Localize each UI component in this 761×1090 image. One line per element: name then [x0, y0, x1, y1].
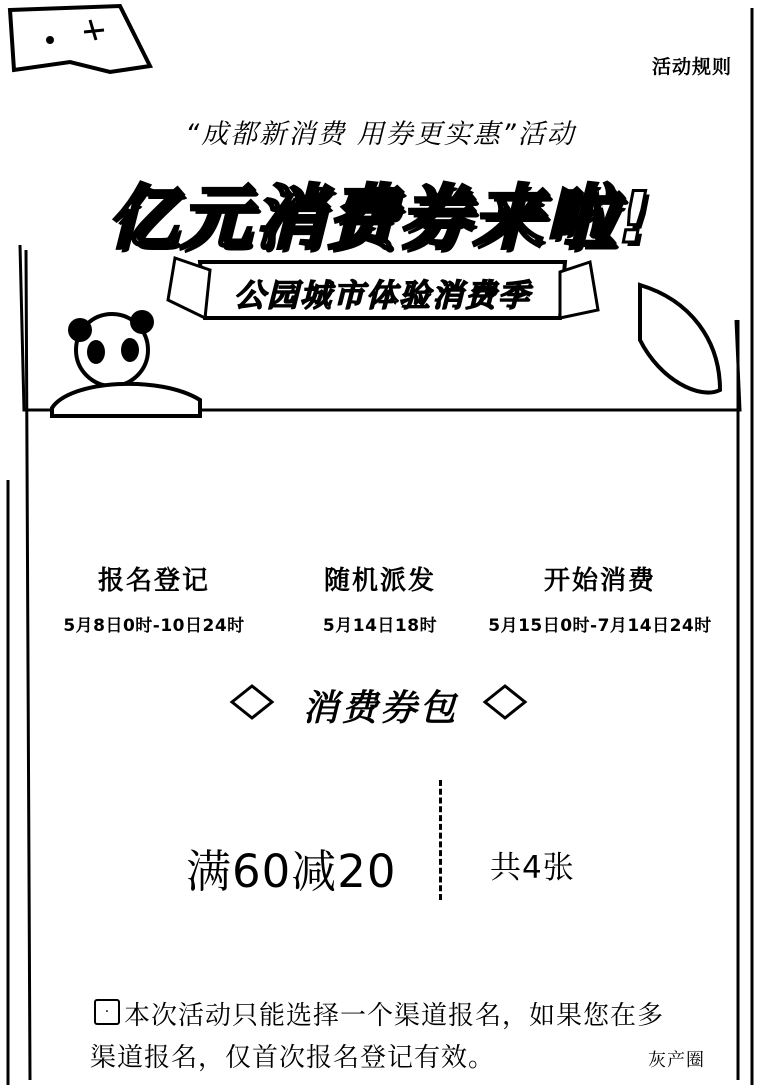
notice-body: 本次活动只能选择一个渠道报名，如果您在多渠道报名，仅首次报名登记有效。 — [90, 1001, 665, 1073]
step-time: 5月14日18时 — [322, 616, 438, 636]
step-title: 随机派发 — [323, 566, 436, 596]
sparkle-icon — [46, 36, 54, 44]
step-time: 5月8日0时-10日24时 — [63, 616, 245, 636]
step-title: 开始消费 — [543, 566, 656, 596]
coupon-amount: 满60减20 — [186, 845, 397, 898]
rules-link[interactable]: 活动规则 — [652, 56, 733, 78]
coupon-section-title: 消费券包 — [302, 688, 459, 729]
coupon-divider — [439, 780, 442, 900]
left-border — [8, 250, 30, 1085]
step-time: 5月15日0时-7月14日24时 — [488, 616, 712, 636]
banner-title: 公园城市体验消费季 — [234, 278, 531, 314]
step-register — [24, 560, 284, 636]
activity-subtitle: “成都新消费 用券更实惠”活动 — [185, 119, 576, 150]
leaf-decoration — [640, 285, 720, 393]
coupon-count: 共4张 — [490, 850, 575, 886]
watermark: 灰产圈 — [648, 1050, 705, 1071]
step-title: 报名登记 — [97, 566, 210, 596]
corner-card-decoration — [10, 6, 150, 72]
notice-checkbox[interactable]: · — [94, 999, 120, 1025]
panda-mascot — [52, 310, 200, 416]
notice-text — [90, 995, 680, 1079]
page-headline: 亿元消费券来啦! — [107, 177, 654, 259]
step-consume — [470, 560, 730, 636]
